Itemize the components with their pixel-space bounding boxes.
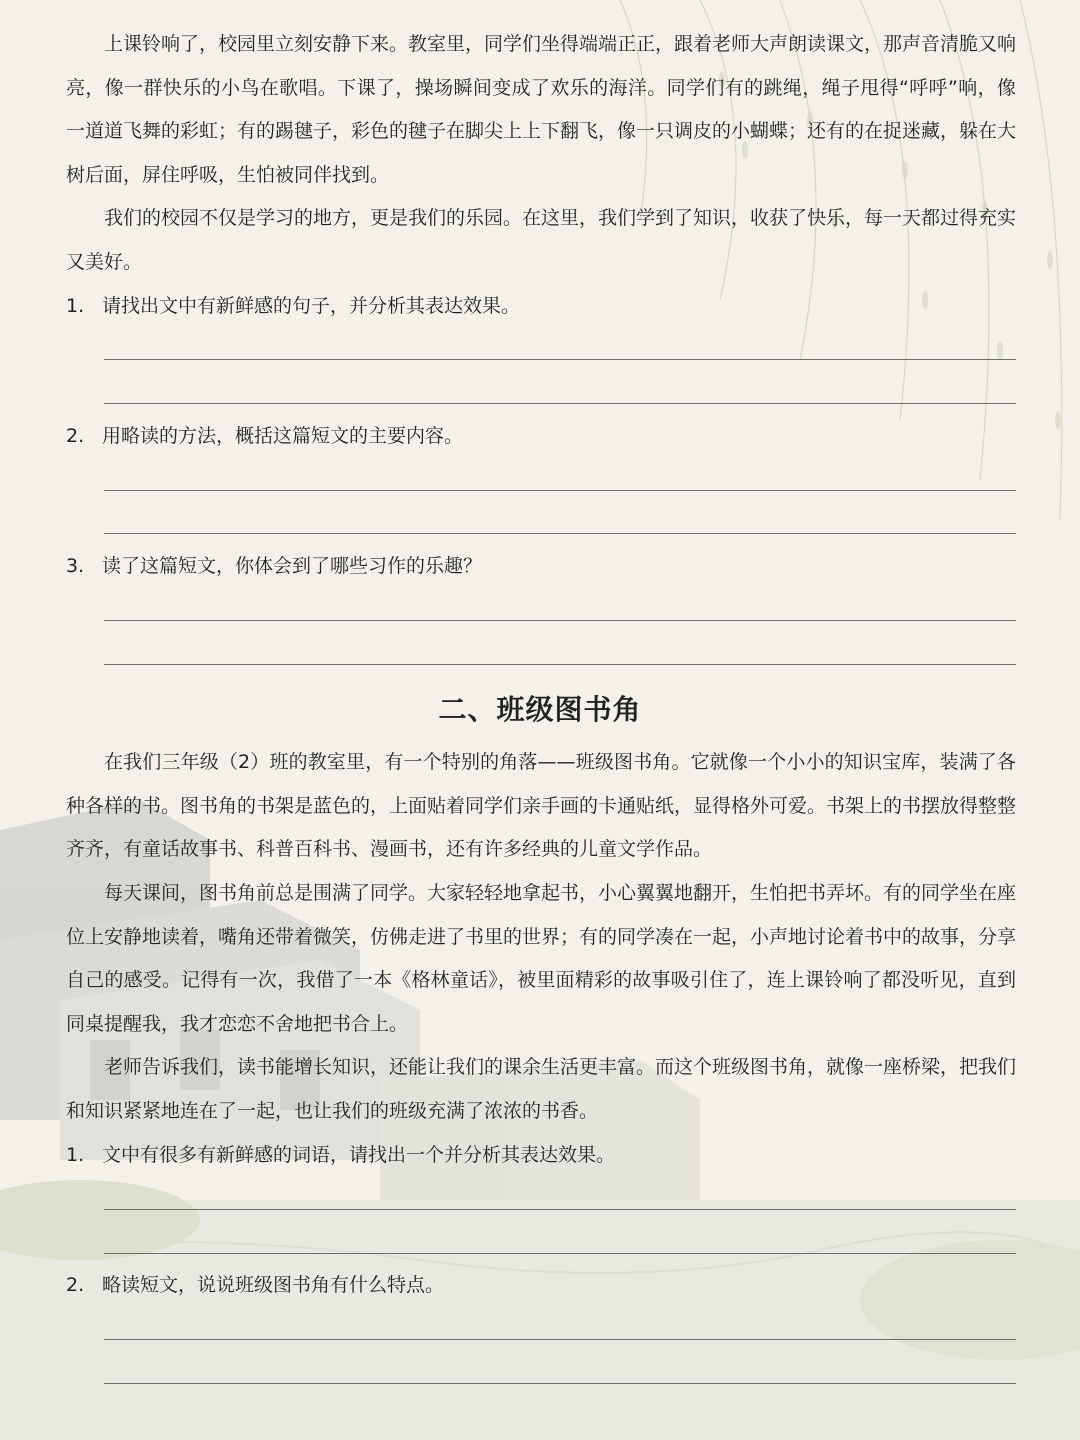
passage-2-paragraph-2: 每天课间，图书角前总是围满了同学。大家轻轻地拿起书，小心翼翼地翻开，生怕把书弄坏。有的同学坐在座位上安静地读着，嘴角还带着微笑，仿佛走进了书里的世界；有的同学凑在一起，小声地讨论着书中的故事，分享自己的感受。记得有一次，我借了一本《格林童话》，被里面精彩的故事吸引住了，连上课铃响了都没听见，直到同桌提醒我，我才恋恋不舍地把书合上。 [66,882,1017,1035]
question-number: 2. [66,1274,85,1296]
question-number: 1. [66,1144,85,1166]
answer-line[interactable] [104,1339,1016,1340]
question-number: 2. [66,425,85,447]
question-text: 请找出文中有新鲜感的句子，并分析其表达效果。 [102,295,521,317]
passage-1-paragraph-2: 我们的校园不仅是学习的地方，更是我们的乐园。在这里，我们学到了知识，收获了快乐，每一天都过得充实又美好。 [66,207,1017,273]
passage-2-paragraph-3: 老师告诉我们，读书能增长知识，还能让我们的课余生活更丰富。而这个班级图书角，就像一座桥梁，把我们和知识紧紧地连在了一起，也让我们的班级充满了浓浓的书香。 [66,1056,1017,1122]
question-text: 用略读的方法，概括这篇短文的主要内容。 [102,425,464,447]
question-1-3 [66,553,1016,579]
question-2-2 [66,1272,1016,1298]
question-text: 读了这篇短文，你体会到了哪些习作的乐趣？ [102,555,483,577]
passage-2-paragraph-1: 在我们三年级（2）班的教室里，有一个特别的角落——班级图书角。它就像一个小小的知识宝库，装满了各种各样的书。图书角的书架是蓝色的，上面贴着同学们亲手画的卡通贴纸，显得格外可爱。书架上的书摆放得整整齐齐，有童话故事书、科普百科书、漫画书，还有许多经典的儿童文学作品。 [66,751,1017,860]
answer-line[interactable] [104,490,1016,491]
answer-line[interactable] [104,403,1016,404]
passage-1-paragraph-1: 上课铃响了，校园里立刻安静下来。教室里，同学们坐得端端正正，跟着老师大声朗读课文，那声音清脆又响亮，像一群快乐的小鸟在歌唱。下课了，操场瞬间变成了欢乐的海洋。同学们有的跳绳，绳子甩得“呼呼”响，像一道道飞舞的彩虹；有的踢毽子，彩色的毽子在脚尖上上下翻飞，像一只调皮的小蝴蝶；还有的在捉迷藏，躲在大树后面，屏住呼吸，生怕被同伴找到。 [66,33,1017,186]
question-2-1 [66,1142,1016,1168]
answer-line[interactable] [104,533,1016,534]
section-2-title: 二、班级图书角 [438,693,642,726]
question-1-2 [66,423,1016,449]
question-number: 3. [66,555,85,577]
answer-line[interactable] [104,1253,1016,1254]
answer-line[interactable] [104,620,1016,621]
question-text: 文中有很多有新鲜感的词语，请找出一个并分析其表达效果。 [102,1144,616,1166]
question-text: 略读短文，说说班级图书角有什么特点。 [102,1274,445,1296]
question-number: 1. [66,295,85,317]
question-1-1 [66,293,1016,319]
answer-line[interactable] [104,1209,1016,1210]
answer-line[interactable] [104,664,1016,665]
answer-line[interactable] [104,1383,1016,1384]
answer-line[interactable] [104,359,1016,360]
